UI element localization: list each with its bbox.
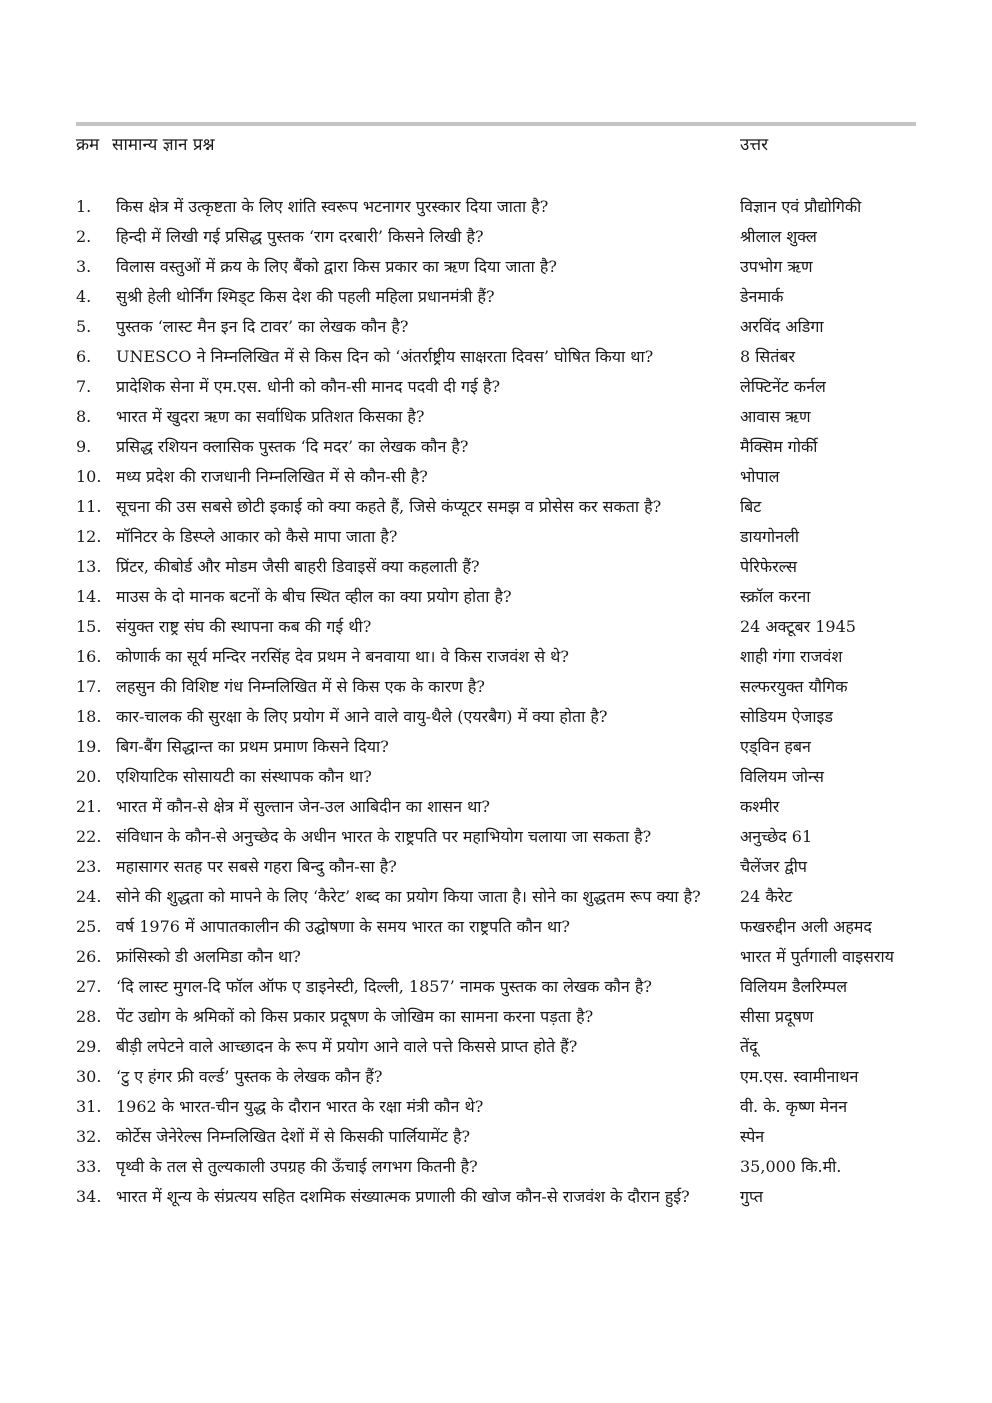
item-answer: लेफ्टिनेंट कर्नल bbox=[740, 377, 826, 396]
item-question: कोणार्क का सूर्य मन्दिर नरसिंह देव प्रथम ने बनवाया था। वे किस राजवंश से थे? bbox=[116, 647, 569, 666]
item-answer: आवास ऋण bbox=[740, 407, 811, 426]
item-answer: 24 कैरेट bbox=[740, 887, 793, 906]
item-number: 3. bbox=[76, 257, 92, 276]
item-number: 24. bbox=[76, 887, 102, 906]
item-answer: श्रीलाल शुक्ल bbox=[740, 227, 817, 246]
item-question: विलास वस्तुओं में क्रय के लिए बैंको द्वारा किस प्रकार का ऋण दिया जाता है? bbox=[116, 257, 557, 276]
item-answer: विलियम जोन्स bbox=[740, 767, 824, 786]
item-answer: 8 सितंबर bbox=[740, 347, 796, 366]
list-item bbox=[76, 522, 916, 552]
list-item bbox=[76, 582, 916, 612]
list-item bbox=[76, 1182, 916, 1212]
item-question: पेंट उद्योग के श्रमिकों को किस प्रकार प्रदूषण के जोखिम का सामना करना पड़ता है? bbox=[116, 1007, 594, 1026]
item-number: 16. bbox=[76, 647, 102, 666]
item-question: ‘दि लास्ट मुगल-दि फॉल ऑफ ए डाइनेस्टी, दिल्ली, 1857’ नामक पुस्तक का लेखक कौन है? bbox=[116, 977, 652, 996]
item-number: 15. bbox=[76, 617, 102, 636]
item-question: ‘टु ए हंगर फ्री वर्ल्ड’ पुस्तक के लेखक कौन हैं? bbox=[116, 1067, 383, 1086]
item-answer: 24 अक्टूबर 1945 bbox=[740, 617, 856, 636]
list-item bbox=[76, 672, 916, 702]
list-item bbox=[76, 552, 916, 582]
item-number: 21. bbox=[76, 797, 102, 816]
item-question: प्रसिद्ध रशियन क्लासिक पुस्तक ‘दि मदर’ का लेखक कौन है? bbox=[116, 437, 469, 456]
item-question: एशियाटिक सोसायटी का संस्थापक कौन था? bbox=[116, 767, 372, 786]
list-item bbox=[76, 1152, 916, 1182]
item-answer: उपभोग ऋण bbox=[740, 257, 813, 276]
table-header bbox=[76, 132, 916, 158]
item-number: 12. bbox=[76, 527, 102, 546]
list-item bbox=[76, 1062, 916, 1092]
header-answer-label: उत्तर bbox=[740, 135, 769, 155]
list-item bbox=[76, 852, 916, 882]
list-item bbox=[76, 942, 916, 972]
list-item bbox=[76, 312, 916, 342]
item-question: मध्य प्रदेश की राजधानी निम्नलिखित में से कौन-सी है? bbox=[116, 467, 428, 486]
item-number: 33. bbox=[76, 1157, 102, 1176]
item-question: प्रिंटर, कीबोर्ड और मोडम जैसी बाहरी डिवाइसें क्या कहलाती हैं? bbox=[116, 557, 480, 576]
item-number: 5. bbox=[76, 317, 92, 336]
item-number: 19. bbox=[76, 737, 102, 756]
item-number: 14. bbox=[76, 587, 102, 606]
item-number: 10. bbox=[76, 467, 102, 486]
list-item bbox=[76, 372, 916, 402]
list-item bbox=[76, 612, 916, 642]
list-item bbox=[76, 252, 916, 282]
list-item bbox=[76, 1002, 916, 1032]
item-answer: वी. के. कृष्ण मेनन bbox=[740, 1097, 848, 1116]
item-number: 7. bbox=[76, 377, 92, 396]
list-item bbox=[76, 402, 916, 432]
item-question: भारत में कौन-से क्षेत्र में सुल्तान जेन-उल आबिदीन का शासन था? bbox=[116, 797, 491, 816]
item-question: UNESCO ने निम्नलिखित में से किस दिन को ‘अंतर्राष्ट्रीय साक्षरता दिवस’ घोषित किया था? bbox=[116, 347, 654, 366]
list-item bbox=[76, 462, 916, 492]
list-item bbox=[76, 492, 916, 522]
item-number: 32. bbox=[76, 1127, 102, 1146]
item-number: 4. bbox=[76, 287, 92, 306]
list-item bbox=[76, 342, 916, 372]
item-answer: स्क्रॉल करना bbox=[740, 587, 811, 606]
item-number: 6. bbox=[76, 347, 92, 366]
item-question: फ्रांसिस्को डी अलमिडा कौन था? bbox=[116, 947, 301, 966]
item-number: 11. bbox=[76, 497, 102, 516]
list-item bbox=[76, 1092, 916, 1122]
list-item bbox=[76, 702, 916, 732]
list-item bbox=[76, 432, 916, 462]
item-number: 9. bbox=[76, 437, 92, 456]
item-question: सुश्री हेली थोर्निंग श्मिड्ट किस देश की पहली महिला प्रधानमंत्री हैं? bbox=[116, 287, 495, 306]
item-answer: एम.एस. स्वामीनाथन bbox=[740, 1067, 859, 1086]
item-number: 27. bbox=[76, 977, 102, 996]
item-answer: एड्विन हबन bbox=[740, 737, 811, 756]
list-item bbox=[76, 282, 916, 312]
question-answer-list bbox=[76, 192, 916, 1212]
item-question: सूचना की उस सबसे छोटी इकाई को क्या कहते हैं, जिसे कंप्यूटर समझ व प्रोसेस कर सकता है? bbox=[116, 497, 662, 516]
item-number: 1. bbox=[76, 197, 92, 216]
item-question: माउस के दो मानक बटनों के बीच स्थित व्हील का क्या प्रयोग होता है? bbox=[116, 587, 512, 606]
item-question: पुस्तक ‘लास्ट मैन इन दि टावर’ का लेखक कौन है? bbox=[116, 317, 409, 336]
list-item bbox=[76, 222, 916, 252]
item-number: 28. bbox=[76, 1007, 102, 1026]
top-divider bbox=[76, 122, 916, 126]
item-number: 2. bbox=[76, 227, 92, 246]
item-number: 8. bbox=[76, 407, 92, 426]
item-question: संयुक्त राष्ट्र संघ की स्थापना कब की गई थी? bbox=[116, 617, 372, 636]
item-question: कार-चालक की सुरक्षा के लिए प्रयोग में आने वाले वायु-थैले (एयरबैग) में क्या होता है? bbox=[116, 707, 608, 726]
item-question: भारत में खुदरा ऋण का सर्वाधिक प्रतिशत किसका है? bbox=[116, 407, 425, 426]
list-item bbox=[76, 732, 916, 762]
item-answer: भारत में पुर्तगाली वाइसराय bbox=[740, 947, 894, 966]
item-question: लहसुन की विशिष्ट गंध निम्नलिखित में से किस एक के कारण है? bbox=[116, 677, 485, 696]
item-question: संविधान के कौन-से अनुच्छेद के अधीन भारत के राष्ट्रपति पर महाभियोग चलाया जा सकता है? bbox=[116, 827, 652, 846]
item-answer: पेरिफेरल्स bbox=[740, 557, 797, 576]
item-number: 26. bbox=[76, 947, 102, 966]
list-item bbox=[76, 972, 916, 1002]
list-item bbox=[76, 882, 916, 912]
item-question: बिग-बैंग सिद्धान्त का प्रथम प्रमाण किसने दिया? bbox=[116, 737, 389, 756]
item-answer: विज्ञान एवं प्रौद्योगिकी bbox=[740, 197, 862, 216]
item-question: 1962 के भारत-चीन युद्ध के दौरान भारत के रक्षा मंत्री कौन थे? bbox=[116, 1097, 484, 1116]
item-question: बीड़ी लपेटने वाले आच्छादन के रूप में प्रयोग आने वाले पत्ते किससे प्राप्त होते हैं? bbox=[116, 1037, 578, 1056]
header-serial-label: क्रम bbox=[76, 135, 100, 155]
item-number: 23. bbox=[76, 857, 102, 876]
item-number: 25. bbox=[76, 917, 102, 936]
item-answer: डायगोनली bbox=[740, 527, 800, 546]
list-item bbox=[76, 192, 916, 222]
item-number: 34. bbox=[76, 1187, 102, 1206]
list-item bbox=[76, 792, 916, 822]
item-answer: कश्मीर bbox=[740, 797, 780, 816]
list-item bbox=[76, 1122, 916, 1152]
item-answer: चैलेंजर द्वीप bbox=[740, 857, 807, 876]
item-number: 30. bbox=[76, 1067, 102, 1086]
list-item bbox=[76, 822, 916, 852]
item-number: 17. bbox=[76, 677, 102, 696]
item-question: वर्ष 1976 में आपातकालीन की उद्घोषणा के समय भारत का राष्ट्रपति कौन था? bbox=[116, 917, 570, 936]
item-question: महासागर सतह पर सबसे गहरा बिन्दु कौन-सा है? bbox=[116, 857, 397, 876]
item-answer: अनुच्छेद 61 bbox=[740, 827, 813, 846]
item-answer: सल्फरयुक्त यौगिक bbox=[740, 677, 848, 696]
item-number: 13. bbox=[76, 557, 102, 576]
item-question: प्रादेशिक सेना में एम.एस. धोनी को कौन-सी मानद पदवी दी गई है? bbox=[116, 377, 501, 396]
item-answer: शाही गंगा राजवंश bbox=[740, 647, 843, 666]
item-answer: गुप्त bbox=[740, 1187, 764, 1206]
item-answer: बिट bbox=[740, 497, 762, 516]
list-item bbox=[76, 1032, 916, 1062]
item-question: मॉनिटर के डिस्प्ले आकार को कैसे मापा जाता है? bbox=[116, 527, 398, 546]
item-answer: सीसा प्रदूषण bbox=[740, 1007, 814, 1026]
item-answer: विलियम डैलरिम्पल bbox=[740, 977, 848, 996]
list-item bbox=[76, 642, 916, 672]
item-number: 20. bbox=[76, 767, 102, 786]
item-number: 29. bbox=[76, 1037, 102, 1056]
item-question: भारत में शून्य के संप्रत्यय सहित दशमिक संख्यात्मक प्रणाली की खोज कौन-से राजवंश के दौरान हुई? bbox=[116, 1187, 690, 1206]
item-question: कोर्टेस जेनेरेल्स निम्नलिखित देशों में से किसकी पार्लियामेंट है? bbox=[116, 1127, 471, 1146]
item-number: 31. bbox=[76, 1097, 102, 1116]
item-question: पृथ्वी के तल से तुल्यकाली उपग्रह की ऊँचाई लगभग कितनी है? bbox=[116, 1157, 478, 1176]
item-number: 22. bbox=[76, 827, 102, 846]
item-answer: फखरुद्दीन अली अहमद bbox=[740, 917, 872, 936]
item-answer: सोडियम ऐजाइड bbox=[740, 707, 833, 726]
item-answer: तेंदू bbox=[740, 1037, 758, 1056]
item-answer: 35,000 कि.मी. bbox=[740, 1157, 842, 1176]
list-item bbox=[76, 912, 916, 942]
item-answer: अरविंद अडिगा bbox=[740, 317, 824, 336]
item-question: किस क्षेत्र में उत्कृष्टता के लिए शांति स्वरूप भटनागर पुरस्कार दिया जाता है? bbox=[116, 197, 549, 216]
item-question: सोने की शुद्धता को मापने के लिए ‘कैरेट’ शब्द का प्रयोग किया जाता है। सोने का शुद्धतम रूप क्या है? bbox=[116, 887, 701, 906]
item-answer: मैक्सिम गोर्की bbox=[740, 437, 818, 456]
item-number: 18. bbox=[76, 707, 102, 726]
header-question-label: सामान्य ज्ञान प्रश्न bbox=[112, 135, 215, 155]
item-answer: भोपाल bbox=[740, 467, 780, 486]
list-item bbox=[76, 762, 916, 792]
item-question: हिन्दी में लिखी गई प्रसिद्ध पुस्तक ‘राग दरबारी’ किसने लिखी है? bbox=[116, 227, 484, 246]
item-answer: डेनमार्क bbox=[740, 287, 784, 306]
item-answer: स्पेन bbox=[740, 1127, 765, 1146]
